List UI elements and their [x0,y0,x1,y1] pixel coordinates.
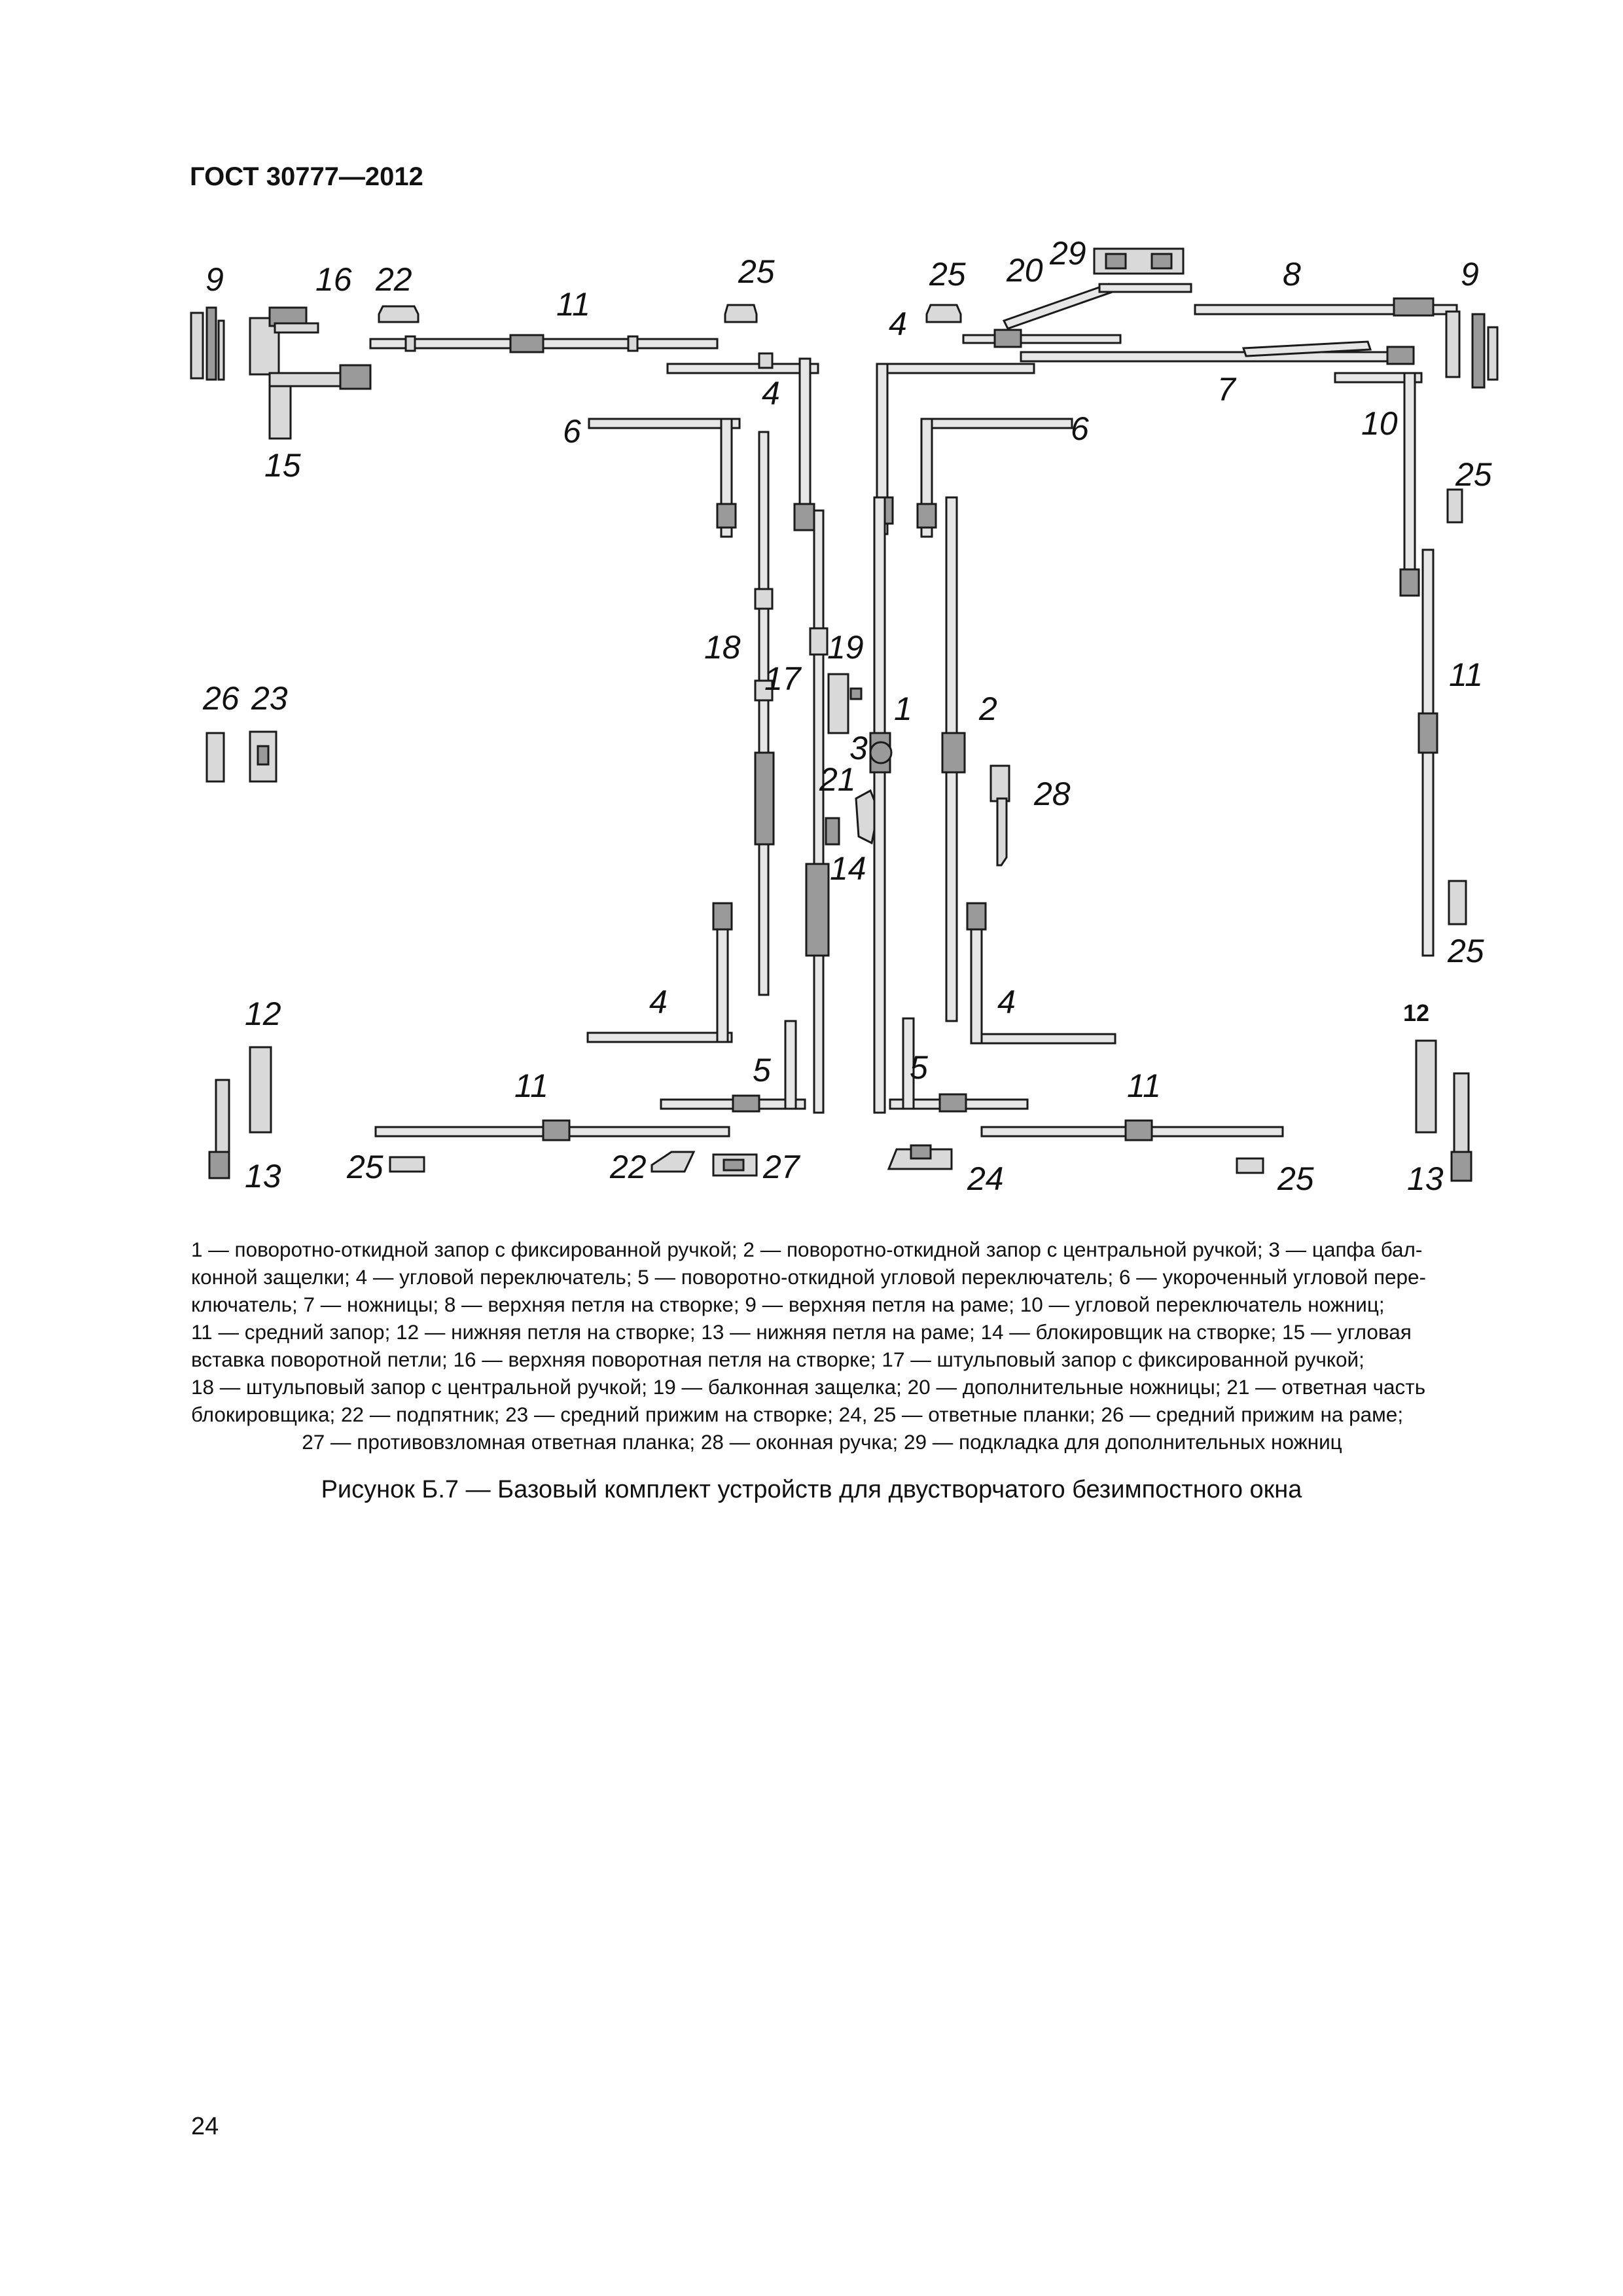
label-19: 19 [827,629,864,666]
part-9-left [191,308,224,380]
part-12-left [250,1047,271,1132]
legend-line: ключатель; 7 — ножницы; 8 — верхняя петля на створке; 9 — верхняя петля на раме; 10 — угловой переключатель ножниц; [191,1293,1385,1316]
part-20 [1004,284,1191,329]
label-20: 20 [1007,252,1043,289]
legend-line: вставка поворотной петли; 16 — верхняя поворотная петля на створке; 17 — штульповый запор с фиксированной ручкой; [191,1348,1364,1371]
part-25-bottom-right [1237,1158,1263,1173]
part-4-bottom-right [967,903,1115,1043]
label-21: 21 [819,761,856,798]
part-25-top-right [927,305,961,322]
part-11-bottom-left [376,1121,729,1140]
part-6-left [589,419,740,537]
label-15: 15 [264,447,301,484]
label-11-bottom-left: 11 [514,1067,548,1104]
part-22-top [379,306,418,322]
legend-line: 1 — поворотно-откидной запор с фиксированной ручкой; 2 — поворотно-откидной запор с центральной ручкой; 3 — цапфа бал- [191,1238,1423,1261]
label-4-top-left: 4 [762,375,780,412]
label-5-left: 5 [753,1052,771,1088]
label-4-bottom-left: 4 [649,984,668,1020]
label-1: 1 [894,691,912,727]
page-number: 24 [191,2113,219,2140]
part-11-top-left [370,335,717,352]
part-2 [942,497,965,1021]
label-25-top-left: 25 [738,253,775,290]
part-8 [1195,298,1457,315]
figure-caption: Рисунок Б.7 — Базовый комплект устройств для двустворчатого безимпостного окна [321,1476,1302,1503]
label-16: 16 [315,261,352,298]
label-11-bottom-right: 11 [1127,1067,1161,1104]
label-8: 8 [1283,256,1301,293]
label-13-left: 13 [245,1158,281,1194]
part-7 [1021,342,1414,364]
label-5-right: 5 [910,1049,928,1086]
label-11-top-left: 11 [556,286,590,323]
label-25-bottom-left: 25 [347,1149,383,1185]
label-10: 10 [1361,405,1398,442]
part-25-right-upper [1448,490,1462,522]
legend-line: 18 — штульповый запор с центральной ручкой; 19 — балконная защелка; 20 — дополнительные ножницы; 21 — ответная часть [191,1375,1426,1399]
legend-line: конной защелки; 4 — угловой переключатель; 5 — поворотно-откидной угловой переключатель; 6 — укороченный угловой пере- [191,1265,1427,1289]
label-25-top-right: 25 [929,256,966,293]
part-1 [870,497,890,1113]
label-29: 29 [1050,235,1086,272]
label-12-right: 12 [1403,999,1430,1026]
label-6-left: 6 [563,413,581,450]
label-9-right: 9 [1461,256,1479,293]
part-25-right-lower [1449,881,1466,924]
label-3: 3 [849,730,868,766]
part-11-right-vertical [1419,550,1437,956]
part-11-bottom-right [982,1121,1283,1140]
part-18 [755,432,774,995]
label-17: 17 [764,660,801,697]
part-28 [991,766,1009,865]
label-25-right-upper: 25 [1455,456,1492,493]
legend-line: 27 — противовзломная ответная планка; 28 — оконная ручка; 29 — подкладка для дополнительных ножниц [302,1430,1342,1454]
label-12-left: 12 [245,996,281,1032]
label-13-right: 13 [1407,1160,1444,1197]
label-28: 28 [1034,776,1071,812]
part-25-top-left [725,305,757,322]
label-25-right-lower: 25 [1448,933,1484,969]
part-14 [826,818,839,844]
label-24: 24 [967,1160,1004,1197]
label-2: 2 [979,691,997,727]
label-26: 26 [203,680,240,717]
part-17 [806,511,829,1113]
part-4-top-left-corner [668,353,818,530]
label-18: 18 [704,629,741,666]
label-27: 27 [763,1149,800,1185]
legend-line: блокировщика; 22 — подпятник; 23 — средний прижим на створке; 24, 25 — ответные планки; 26 — средний прижим на раме; [191,1403,1404,1426]
label-22-bottom: 22 [610,1149,647,1185]
part-24 [889,1145,952,1169]
part-25-bottom-left [390,1157,424,1172]
document-header: ГОСТ 30777—2012 [190,162,423,191]
label-9-left: 9 [205,261,224,298]
figure-legend [191,1236,1453,1456]
part-13-left [209,1080,229,1178]
part-22-bottom [652,1152,694,1172]
part-27 [713,1155,757,1175]
part-29 [1094,249,1183,274]
label-14: 14 [830,850,866,887]
label-22-top: 22 [376,261,412,298]
label-4-top-right: 4 [889,306,907,342]
part-3 [870,742,891,763]
part-23 [250,732,276,781]
label-7: 7 [1217,371,1236,408]
label-6-right: 6 [1071,410,1089,447]
part-15 [270,365,370,439]
label-11-right: 11 [1449,656,1483,693]
label-4-bottom-right: 4 [997,984,1016,1020]
part-19 [829,674,861,733]
part-9-right [1446,312,1497,387]
part-4-top-right [963,330,1120,347]
part-6-right [918,419,1072,537]
part-4-bottom-left [588,903,732,1042]
label-25-bottom-right: 25 [1277,1160,1314,1197]
label-23: 23 [251,680,288,717]
legend-line: 11 — средний запор; 12 — нижняя петля на створке; 13 — нижняя петля на раме; 14 — блокировщик на створке; 15 — угловая [191,1320,1412,1344]
part-16 [250,308,318,374]
part-26 [207,733,224,781]
part-13-right [1452,1073,1471,1181]
part-12-right [1416,1041,1436,1132]
